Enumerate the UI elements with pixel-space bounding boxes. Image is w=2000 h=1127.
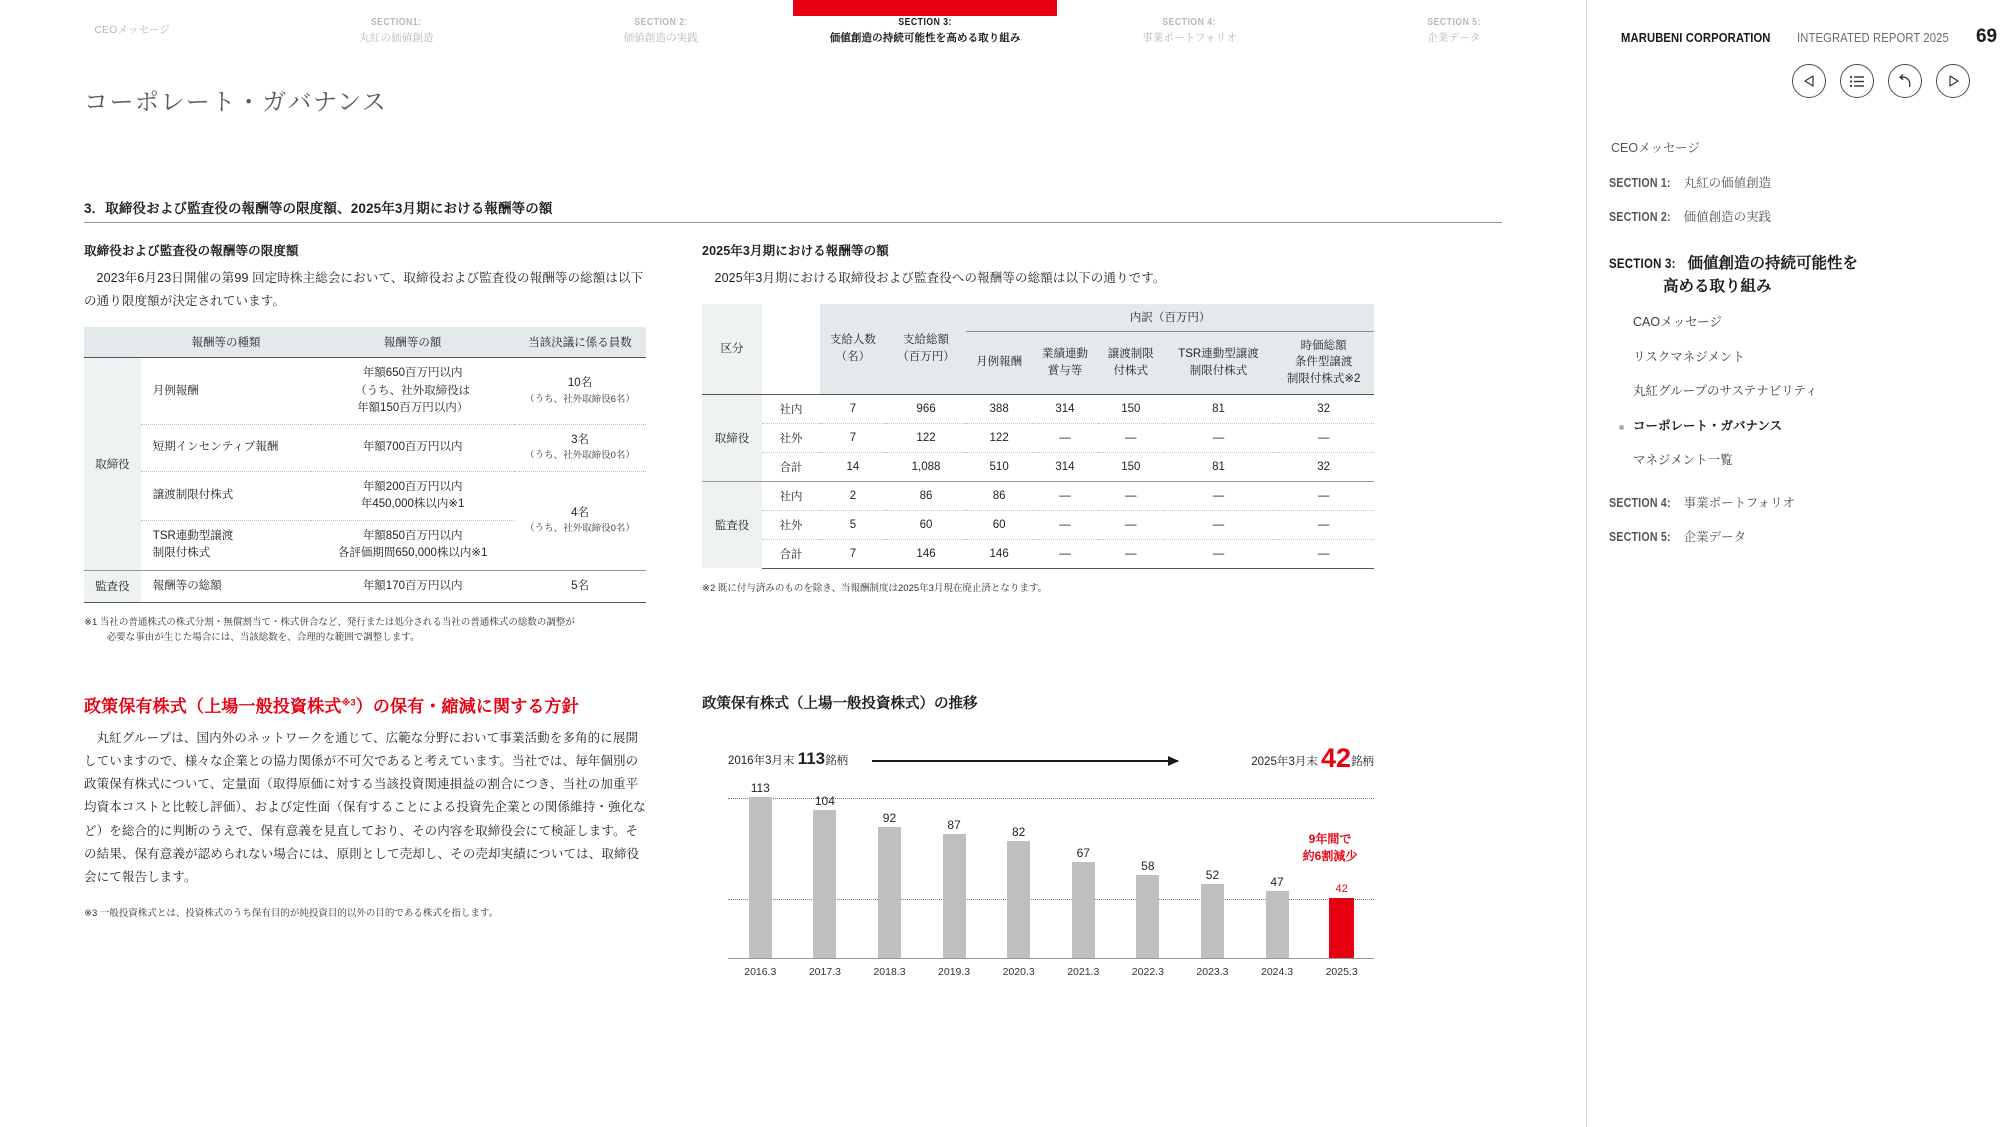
row-group-auditors: 監査役: [84, 570, 141, 602]
x-axis-label: 2022.3: [1131, 966, 1164, 979]
nav-tab-title: 企業データ: [1427, 32, 1481, 45]
row-group-auditors: 監査役: [702, 481, 762, 568]
nav-tab-section4[interactable]: [1057, 0, 1321, 47]
toc-item-section1[interactable]: [1609, 175, 1970, 193]
cell-value: 146: [966, 539, 1032, 568]
start-value: 113: [797, 749, 826, 769]
cell-value: 122: [886, 423, 966, 452]
header-line: （名）: [835, 350, 871, 363]
bar-value-label: 52: [1205, 867, 1220, 882]
header-line: 時価総額: [1300, 339, 1347, 352]
policy-heading: [84, 692, 646, 717]
count-main: 3名: [571, 434, 589, 446]
table-row: [702, 539, 1374, 568]
toc-subitem-risk-management[interactable]: リスクマネジメント: [1633, 349, 1745, 364]
cell-value: —: [1098, 510, 1164, 539]
cell-value: —: [1273, 510, 1374, 539]
cell-value: 314: [1032, 452, 1098, 481]
x-axis-label: 2025.3: [1325, 966, 1358, 979]
table-header-kind: 報酬等の種類: [141, 327, 311, 358]
cell-subgroup: 社外: [762, 510, 820, 539]
table-header-restricted-stock: [1098, 331, 1164, 394]
count-sub: （うち、社外取締役6名）: [525, 393, 635, 405]
header-line: 譲渡制限: [1107, 348, 1154, 361]
cell-value: 510: [966, 452, 1032, 481]
cell-value: —: [1273, 423, 1374, 452]
bar: [1072, 862, 1095, 958]
bar-item: [1180, 778, 1245, 958]
policy-shares-area: [84, 692, 1502, 1001]
bar-item: [857, 778, 922, 958]
cell-value: —: [1164, 423, 1274, 452]
bar-item: [986, 778, 1051, 958]
header-line: 付株式: [1113, 364, 1149, 377]
page-number: 69: [1975, 26, 1998, 47]
cell-value: —: [1098, 539, 1164, 568]
policy-shares-chart: [702, 741, 1374, 1001]
header-line: 支給人数: [829, 334, 876, 347]
triangle-right-icon: [1948, 75, 1959, 87]
bar: [1007, 841, 1030, 958]
nav-tab-title: 丸紅の価値創造: [359, 32, 434, 45]
count-sub: （うち、社外取締役0名）: [525, 523, 635, 534]
bar: [1329, 898, 1354, 958]
table-header-count: 当該決議に係る員数: [514, 327, 646, 358]
toc-subitem-management-list[interactable]: マネジメント一覧: [1633, 453, 1733, 467]
toc-subitem-corporate-governance[interactable]: コーポレート・ガバナンス: [1633, 418, 1970, 436]
nav-tab-title: 価値創造の実践: [623, 32, 698, 45]
nav-tab-section: SECTION 2:: [634, 16, 688, 28]
cell-value: 86: [966, 481, 1032, 510]
nav-tab-section: SECTION 4:: [1162, 16, 1217, 28]
nav-tab-section2[interactable]: [529, 0, 793, 47]
table-header-kubun: 区分: [702, 304, 762, 394]
nav-tab-ceo-message[interactable]: [0, 0, 264, 38]
cell-value: 150: [1098, 452, 1164, 481]
bar-value-label: 82: [1011, 824, 1026, 839]
table-row: [702, 510, 1374, 539]
toc-item-section4[interactable]: [1609, 495, 1970, 513]
table-row: [702, 394, 1374, 423]
cell-value: 388: [966, 394, 1032, 423]
cell-value: 60: [886, 510, 966, 539]
table-row: [702, 423, 1374, 452]
callout-line2: 約6割減少: [1302, 849, 1358, 864]
toc-section-label: SECTION 3:: [1609, 255, 1676, 271]
amount-line: 年額850百万円以内: [362, 530, 463, 542]
bar-value-label: 104: [814, 793, 835, 808]
cell-value: —: [1273, 481, 1374, 510]
contents-menu-button[interactable]: [1840, 64, 1874, 98]
cell-count: [514, 471, 646, 570]
cell-value: —: [1098, 481, 1164, 510]
cell-value: 314: [1032, 394, 1098, 423]
cell-value: 14: [820, 452, 886, 481]
cell-value: —: [1032, 539, 1098, 568]
table-row: [84, 471, 646, 521]
left-column: [84, 241, 646, 646]
cell-value: 122: [966, 423, 1032, 452]
table-header-monthly: 月例報酬: [966, 331, 1032, 394]
nav-tab-title: CEOメッセージ: [94, 24, 170, 36]
toc-section-title-line2: 高める取り組み: [1663, 277, 1772, 295]
kind-line: 制限付株式: [152, 547, 211, 560]
list-icon: [1849, 75, 1865, 88]
bar-item: [1309, 778, 1374, 958]
cell-subgroup: 合計: [762, 452, 820, 481]
policy-chart-column: [702, 692, 1374, 1001]
table-row: [84, 425, 646, 472]
chart-plot-area: [728, 779, 1374, 959]
panel-header: [1587, 0, 2000, 48]
table-header-amount: 報酬等の額: [311, 327, 514, 358]
nav-tab-section5[interactable]: [1322, 0, 1586, 47]
table-header-blank: [84, 327, 141, 358]
nav-tab-section: SECTION1:: [371, 16, 422, 28]
toc-item-section2[interactable]: [1609, 209, 1970, 227]
table-row: [702, 452, 1374, 481]
cell-amount: [311, 471, 514, 521]
toc-section-title-line1: 価値創造の持続可能性を: [1687, 254, 1858, 272]
bar-value-label: 58: [1141, 859, 1155, 874]
toc-section-label: SECTION 5:: [1609, 530, 1671, 544]
cell-subgroup: 合計: [762, 539, 820, 568]
bar: [1266, 891, 1289, 958]
count-main: 10名: [567, 377, 593, 390]
toc-spacer: [1609, 487, 1970, 495]
prev-page-button[interactable]: [1792, 64, 1826, 98]
cell-count: 5名: [571, 579, 589, 592]
brand-name: MARUBENI CORPORATION: [1621, 31, 1771, 45]
chart-x-axis-labels: [728, 966, 1374, 978]
cell-count: [514, 358, 646, 425]
footnote-3: ※3 一般投資株式とは、投資株式のうち保有目的が純投資目的以外の目的である株式を指します。: [84, 907, 499, 919]
cell-value: —: [1098, 423, 1164, 452]
toc-item-section3[interactable]: [1609, 252, 1970, 299]
table-header-people: [820, 304, 886, 394]
count-sub: （うち、社外取締役0名）: [525, 450, 635, 462]
cell-value: 146: [886, 539, 966, 568]
toc-section-title: 丸紅の価値創造: [1683, 175, 1772, 190]
amount-line: 年額650百万円以内: [362, 367, 463, 380]
amount-line: 各評価期間650,000株以内※1: [337, 547, 488, 560]
toc-item-section5[interactable]: [1609, 529, 1970, 547]
bar-value-label: 67: [1076, 846, 1090, 861]
table-header-kubun-sub: [762, 304, 820, 394]
table-of-contents[interactable]: [1587, 98, 2000, 547]
left-paragraph: 2023年6月23日開催の第99 回定時株主総会において、取締役および監査役の報酬等の総額は以下の通り限度額が決定されています。: [84, 271, 644, 309]
next-page-button[interactable]: [1936, 64, 1970, 98]
cell-amount: 年額170百万円以内: [362, 579, 463, 592]
toc-section-label: SECTION 2:: [1609, 210, 1671, 224]
x-axis-label: 2021.3: [1067, 966, 1100, 979]
chart-title: 政策保有株式（上場一般投資株式）の推移: [702, 696, 978, 713]
cell-amount: [311, 521, 514, 571]
remuneration-limit-table: [84, 327, 646, 603]
bar-value-label: 42: [1335, 883, 1348, 896]
page-title: コーポレート・ガバナンス: [84, 89, 388, 116]
cell-count: [514, 425, 646, 472]
trend-arrow-icon: [872, 760, 1178, 762]
bar: [813, 810, 836, 959]
cell-value: —: [1273, 539, 1374, 568]
header-line: 業績連動: [1041, 348, 1088, 361]
bar: [943, 834, 966, 958]
undo-arrow-icon: [1898, 74, 1913, 89]
cell-kind: 報酬等の総額: [152, 579, 222, 592]
nav-tab-section: SECTION 5:: [1427, 16, 1481, 28]
amount-line: 年額700百万円以内: [362, 441, 463, 454]
right-column: [702, 241, 1374, 646]
back-button[interactable]: [1888, 64, 1922, 98]
cell-value: 7: [820, 539, 886, 568]
cell-value: 1,088: [886, 452, 966, 481]
bar-item: [728, 778, 793, 958]
remuneration-amount-table: [702, 304, 1374, 569]
bar: [1136, 875, 1159, 958]
cell-value: 7: [820, 423, 886, 452]
row-group-directors: 取締役: [84, 358, 141, 570]
footnote-1: [84, 615, 646, 646]
section-nav[interactable]: [0, 0, 1586, 56]
cell-value: 150: [1098, 394, 1164, 423]
table-header-row-group: [702, 304, 1374, 331]
end-value: 42: [1320, 743, 1351, 774]
start-date: 2016年3月末: [728, 755, 795, 768]
count-main: 4名: [571, 506, 589, 519]
x-axis-label: 2023.3: [1196, 966, 1229, 979]
amount-line: （うち、社外取締役は: [355, 384, 471, 397]
report-name: INTEGRATED REPORT 2025: [1797, 31, 1950, 45]
cell-kind: [141, 521, 311, 571]
x-axis-label: 2017.3: [808, 966, 841, 979]
start-unit: 銘柄: [825, 755, 849, 768]
bar-item: [1116, 778, 1181, 958]
table-header-marketcap-stock: [1273, 331, 1374, 394]
toc-section-label: SECTION 4:: [1609, 495, 1671, 510]
table-header-total: [886, 304, 966, 394]
cell-value: —: [1032, 510, 1098, 539]
left-subheading: 取締役および監査役の報酬等の限度額: [84, 244, 299, 258]
cell-kind: 月例報酬: [152, 384, 199, 397]
bar-item: [1245, 778, 1310, 958]
policy-heading-sup: ※3: [341, 697, 356, 708]
bar: [878, 827, 901, 958]
cell-value: 966: [886, 394, 966, 423]
header-line: （百万円）: [897, 350, 955, 363]
policy-heading-part2: ）の保有・縮減に関する方針: [355, 697, 579, 717]
callout-line1: 9年間で: [1308, 832, 1352, 847]
header-line: 賞与等: [1047, 364, 1083, 377]
toc-subitem-sustainability[interactable]: 丸紅グループのサステナビリティ: [1633, 384, 1818, 398]
right-subheading: 2025年3月期における報酬等の額: [702, 244, 889, 258]
cell-value: 7: [820, 394, 886, 423]
bar-value-label: 92: [882, 810, 897, 825]
bar: [1201, 884, 1224, 958]
bar-series: [728, 778, 1374, 958]
cell-value: 32: [1273, 452, 1374, 481]
x-axis-label: 2019.3: [938, 966, 971, 979]
cell-value: —: [1032, 423, 1098, 452]
cell-value: —: [1164, 481, 1274, 510]
amount-line: 年450,000株以内※1: [360, 497, 465, 510]
x-axis-label: 2018.3: [873, 966, 906, 979]
panel-toolbar[interactable]: [1587, 48, 2000, 98]
toc-section-label: SECTION 1:: [1609, 175, 1671, 190]
bar-value-label: 113: [750, 780, 770, 795]
bar: [749, 797, 772, 958]
bar-item: [1051, 778, 1116, 958]
table-row: [84, 570, 646, 602]
header-line: 支給総額: [903, 334, 950, 347]
header-line: 制限付株式※2: [1286, 373, 1361, 386]
header-line: 制限付株式: [1189, 364, 1248, 377]
table-header-breakdown: 内訳（百万円）: [966, 304, 1374, 331]
toc-item-ceo-message[interactable]: CEOメッセージ: [1611, 141, 1700, 155]
cell-value: 86: [886, 481, 966, 510]
cell-value: 81: [1164, 452, 1274, 481]
end-unit: 銘柄: [1351, 756, 1374, 769]
policy-paragraph: 丸紅グループは、国内外のネットワークを通じて、広範な分野において事業活動を多角的に展開していますので、様々な企業との協力関係が不可欠であると考えています。当社では、毎年個別の政策保有株式について、定量面（取得原価に対する当該投資関連損益の割合につき、当社の加重平均資本コストと比較し評価）、および定性面（保有することによる投資先企業との関係維持・強化など）を総合的に判断のうえで、保有意義を見直しており、その内容を取締役会にて検証します。その結果、保有意義が認められない場合には、原則として売却し、その売却実績については、取締役会にて報告します。: [84, 731, 646, 884]
chart-start-annotation: [728, 749, 848, 769]
toc-section-title: 価値創造の実践: [1683, 210, 1772, 224]
nav-tab-title: 事業ポートフォリオ: [1142, 32, 1237, 45]
cell-value: 5: [820, 510, 886, 539]
header-line: TSR連動型譲渡: [1178, 348, 1259, 361]
cell-value: 32: [1273, 394, 1374, 423]
end-date: 2025年3月末: [1251, 756, 1318, 769]
amount-line: 年額200百万円以内: [362, 480, 463, 493]
right-paragraph: 2025年3月期における取締役および監査役への報酬等の総額は以下の通りです。: [714, 271, 1166, 285]
cell-kind: 短期インセンティブ報酬: [141, 425, 311, 472]
cell-value: 60: [966, 510, 1032, 539]
x-axis-label: 2016.3: [744, 966, 777, 979]
nav-tab-section3[interactable]: [793, 0, 1057, 47]
table-header-bonus: [1032, 331, 1098, 394]
cell-value: —: [1032, 481, 1098, 510]
triangle-left-icon: [1804, 75, 1815, 87]
cell-value: 2: [820, 481, 886, 510]
x-axis-label: 2024.3: [1260, 966, 1294, 979]
table-row: [702, 481, 1374, 510]
toc-subitem-cao-message[interactable]: CAOメッセージ: [1633, 315, 1722, 329]
footnote-1-line2: 必要な事由が生じた場合には、当該総数を、合理的な範囲で調整します。: [106, 632, 420, 644]
cell-kind: 譲渡制限付株式: [141, 471, 311, 521]
chart-annotations: [702, 741, 1374, 779]
bar-item: [922, 778, 987, 958]
footnote-2: ※2 既に付与済みのものを除き、当報酬制度は2025年3月現在廃止済となります。: [702, 582, 1048, 594]
header-line: 条件型譲渡: [1294, 356, 1353, 369]
policy-heading-part1: 政策保有株式（上場一般投資株式: [84, 697, 342, 717]
main-content: [0, 56, 1586, 1001]
side-panel: [1586, 0, 2000, 1127]
cell-value: 81: [1164, 394, 1274, 423]
bar-value-label: 47: [1270, 874, 1284, 889]
kind-line: TSR連動型譲渡: [152, 530, 234, 542]
cell-subgroup: 社外: [762, 423, 820, 452]
nav-tab-section1[interactable]: [264, 0, 528, 47]
cell-subgroup: 社内: [762, 481, 820, 510]
toc-section-title: 事業ポートフォリオ: [1683, 495, 1796, 510]
cell-amount: [311, 358, 514, 425]
chart-end-annotation: [1251, 743, 1374, 774]
table-header-tsr-stock: [1164, 331, 1274, 394]
nav-tab-title: 価値創造の持続可能性を高める取り組み: [829, 32, 1021, 45]
bar-item: [793, 778, 858, 958]
policy-text-column: [84, 692, 646, 1001]
x-axis-label: 2020.3: [1002, 966, 1035, 979]
amount-line: 年額150百万円以内）: [357, 401, 469, 414]
row-group-directors: 取締役: [702, 394, 762, 481]
footnote-1-line1: ※1 当社の普通株式の株式分割・無償割当て・株式併合など、発行または処分される当社の普通株式の総数の調整が: [84, 616, 575, 628]
cell-subgroup: 社内: [762, 394, 820, 423]
toc-section-title: 企業データ: [1683, 530, 1747, 544]
cell-amount: [311, 425, 514, 472]
section-heading: 3．取締役および監査役の報酬等の限度額、2025年3月期における報酬等の額: [84, 197, 1502, 223]
two-column-area: [84, 241, 1502, 646]
cell-value: —: [1164, 539, 1274, 568]
nav-tab-section: SECTION 3:: [898, 16, 952, 28]
bar-value-label: 87: [947, 817, 961, 832]
table-row: [84, 358, 646, 425]
chart-callout: [1282, 831, 1378, 866]
cell-value: —: [1164, 510, 1274, 539]
